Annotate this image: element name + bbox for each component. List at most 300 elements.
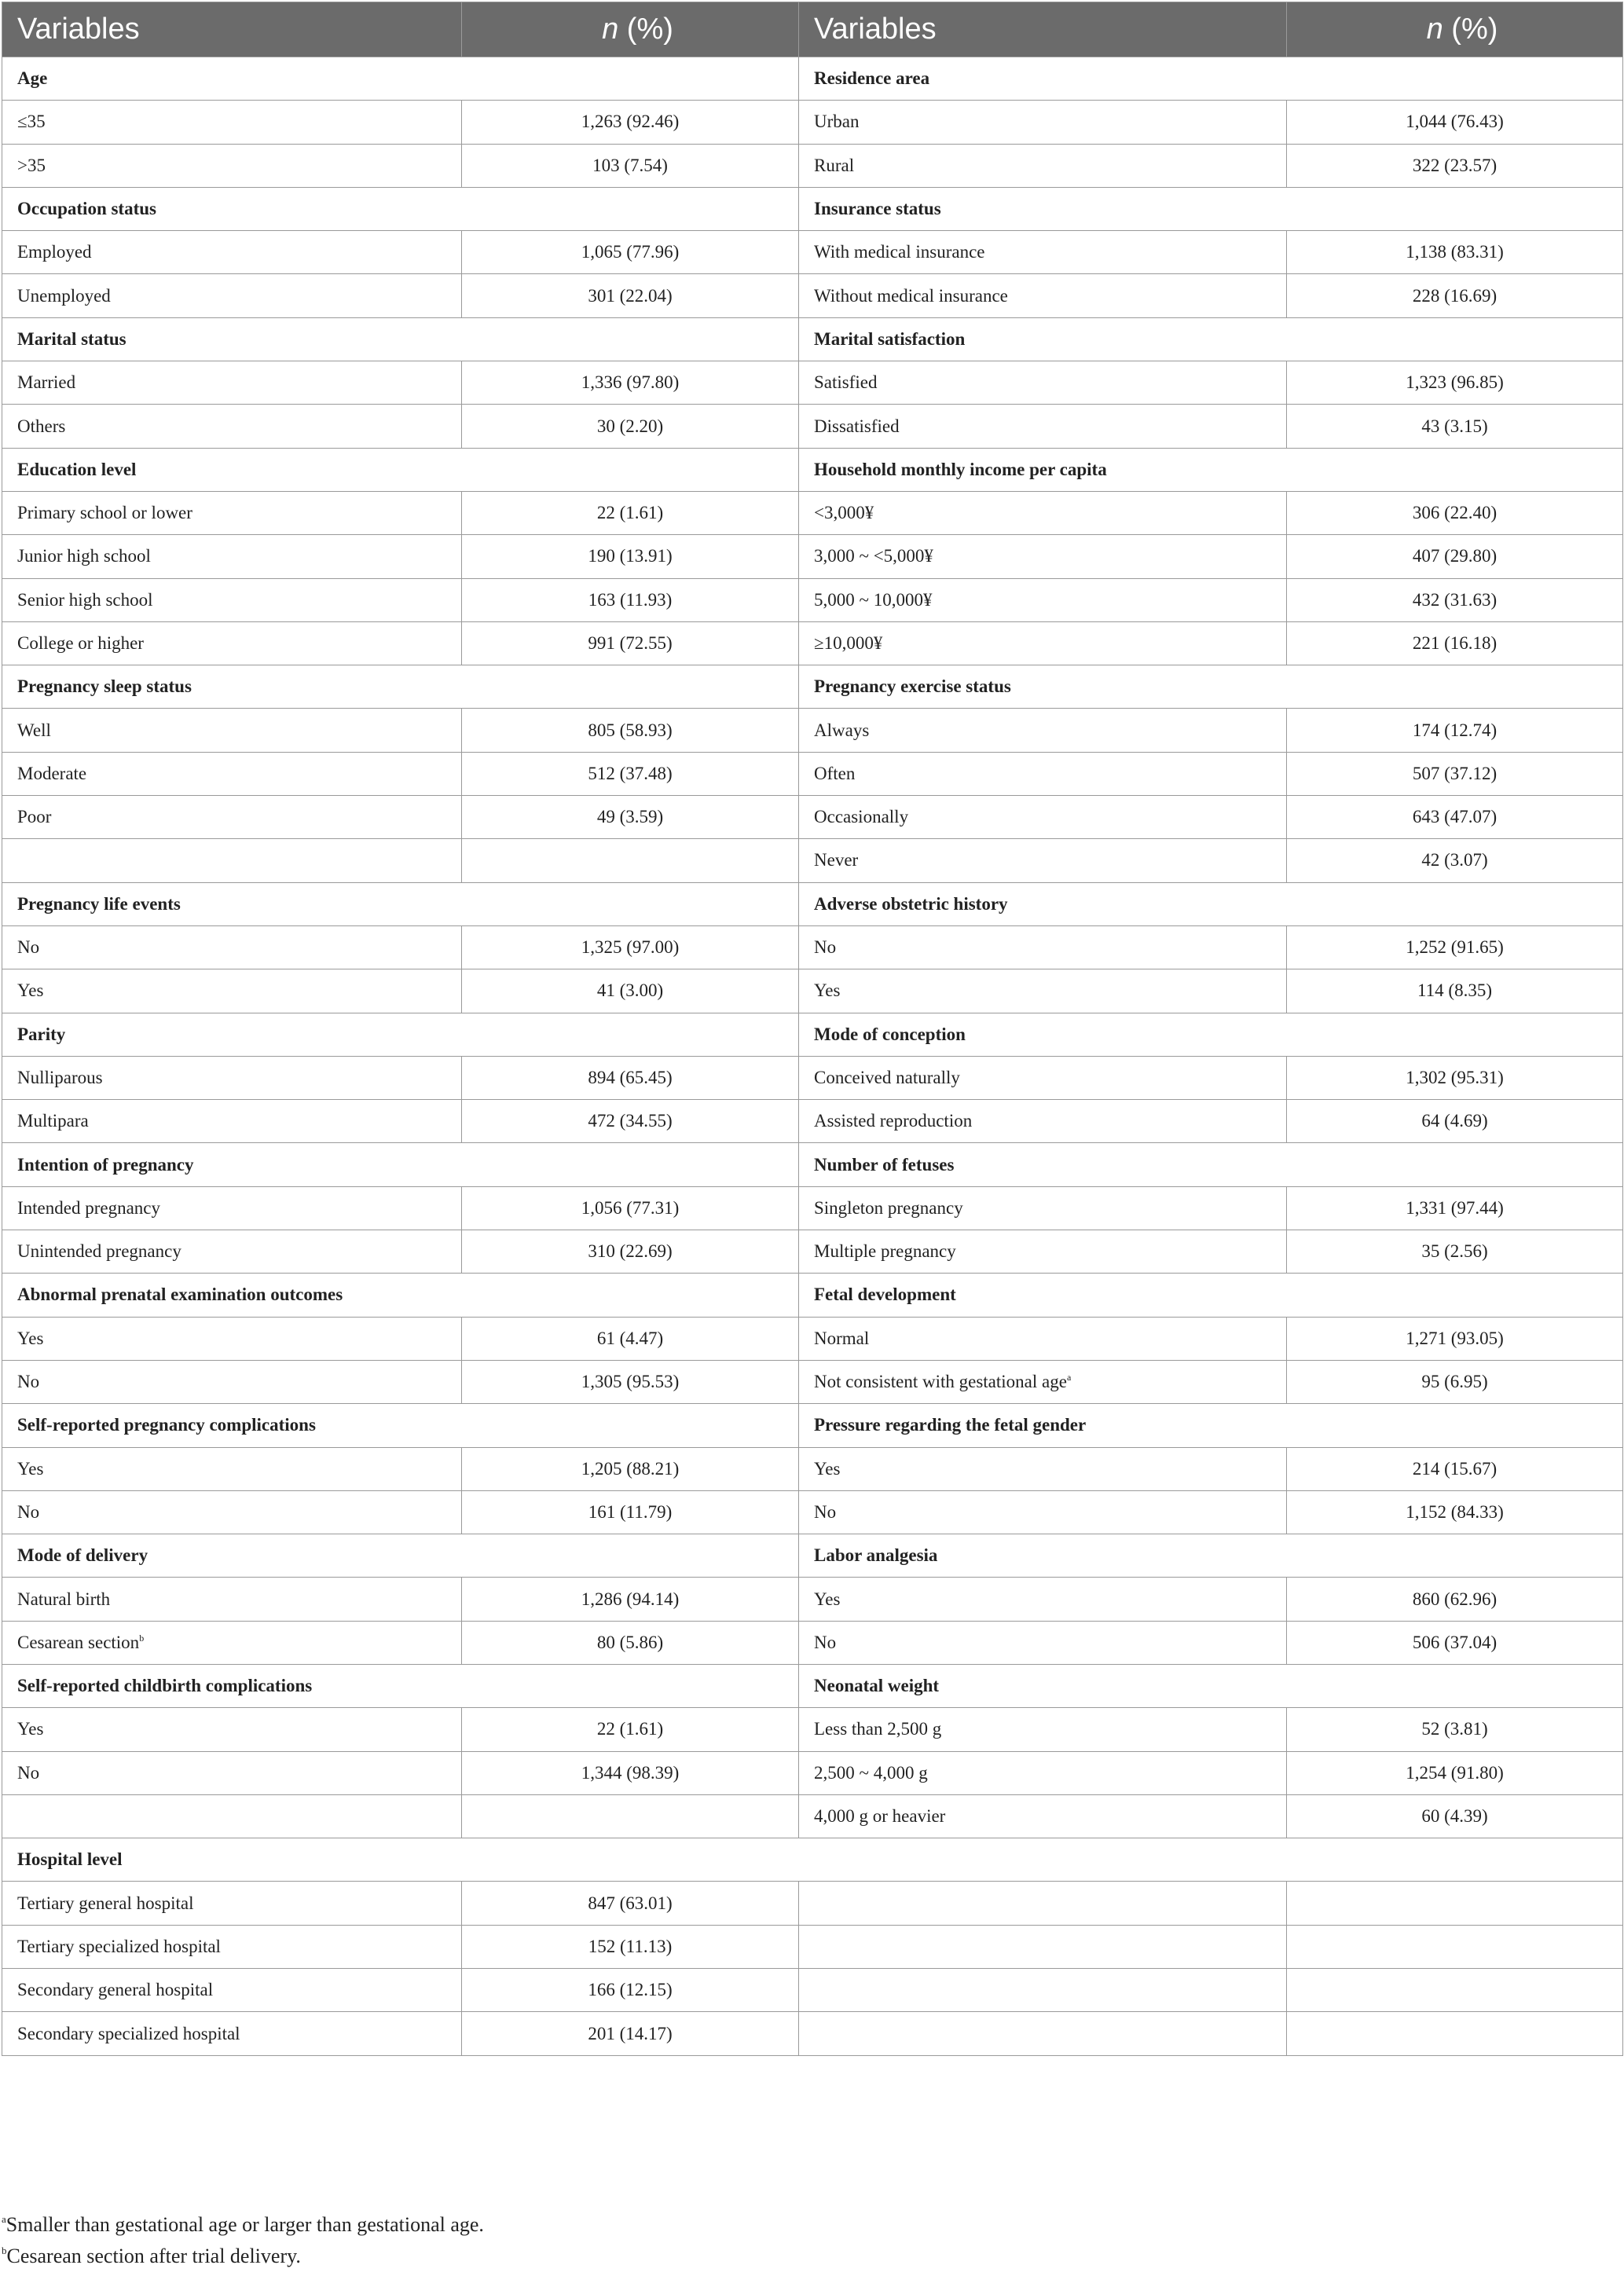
row-value-left-text: 152 (11.13) (588, 1936, 673, 1956)
row-label-right-text: 2,500 ~ 4,000 g (814, 1762, 928, 1783)
row-label-right (799, 1621, 1287, 1664)
row-label-right-text: ≥10,000¥ (814, 633, 883, 653)
row-value-right (1287, 1230, 1623, 1274)
row-label-left-text: ≤35 (17, 112, 46, 132)
row-label-left (2, 1794, 462, 1838)
row-label-left-text: Yes (17, 1719, 44, 1739)
section-heading-right-text: Mode of conception (814, 1024, 966, 1044)
section-heading-left-text: Age (17, 68, 48, 89)
section-heading-left-text: Abnormal prenatal examination outcomes (17, 1285, 343, 1305)
row-label-left-text: Nulliparous (17, 1067, 103, 1087)
row-label-right-text: 3,000 ~ <5,000¥ (814, 546, 933, 566)
section-heading-left-text: Mode of delivery (17, 1545, 148, 1566)
table-row (2, 1751, 1623, 1794)
section-heading-left (2, 1143, 799, 1186)
row-label-left (2, 1621, 462, 1664)
table-row (2, 535, 1623, 578)
row-label-left (2, 231, 462, 274)
table-row (2, 1578, 1623, 1621)
table-row (2, 144, 1623, 187)
row-label-right-text: No (814, 937, 837, 958)
row-value-right (1287, 925, 1623, 969)
row-label-left (2, 1186, 462, 1230)
characteristics-table (2, 2, 1623, 2056)
row-label-left-text: Multipara (17, 1111, 89, 1131)
row-label-left (2, 621, 462, 665)
row-value-right-text: 432 (31.63) (1412, 589, 1498, 610)
row-value-right-text: 42 (3.07) (1421, 850, 1488, 870)
row-label-left-text: No (17, 1501, 40, 1522)
row-label-right (799, 1056, 1287, 1099)
row-label-left (2, 101, 462, 144)
row-label-left (2, 1925, 462, 1968)
table-row (2, 2012, 1623, 2055)
section-heading-left (2, 187, 799, 230)
section-row (2, 1534, 1623, 1578)
section-heading-right (799, 187, 1623, 230)
row-label-left (2, 1708, 462, 1751)
row-value-left-text: 1,056 (77.31) (581, 1197, 680, 1218)
row-value-right (1287, 2012, 1623, 2055)
row-value-left (462, 1056, 799, 1099)
row-label-left-text: Tertiary specialized hospital (17, 1936, 221, 1956)
section-heading-right-text: Number of fetuses (814, 1154, 955, 1175)
row-value-left (462, 969, 799, 1013)
row-label-right-text: Not consistent with gestational age (814, 1372, 1067, 1392)
row-label-right-text: Rural (814, 155, 855, 175)
row-label-right (799, 709, 1287, 752)
row-label-left (2, 1751, 462, 1794)
row-value-left (462, 1360, 799, 1403)
row-value-left (462, 231, 799, 274)
table-row (2, 1447, 1623, 1490)
row-label-left-footnote-mark: b (139, 1632, 145, 1644)
table-row (2, 1969, 1623, 2012)
row-value-right (1287, 1969, 1623, 2012)
section-row (2, 1274, 1623, 1317)
section-heading-left (2, 665, 799, 709)
row-value-left (462, 1230, 799, 1274)
row-label-right-text: Occasionally (814, 807, 909, 827)
row-label-right (799, 578, 1287, 621)
row-value-right (1287, 1621, 1623, 1664)
row-value-right (1287, 405, 1623, 448)
row-value-right (1287, 1100, 1623, 1143)
row-value-right (1287, 101, 1623, 144)
row-value-right-text: 1,044 (76.43) (1406, 112, 1504, 132)
row-label-left-text: Tertiary general hospital (17, 1893, 194, 1913)
row-label-right (799, 621, 1287, 665)
row-label-right (799, 405, 1287, 448)
row-label-right-text: No (814, 1501, 837, 1522)
row-value-left (462, 361, 799, 405)
row-value-right (1287, 491, 1623, 534)
table-row (2, 796, 1623, 839)
row-value-left (462, 1969, 799, 2012)
row-value-left (462, 2012, 799, 2055)
row-value-left-text: 1,305 (95.53) (581, 1372, 680, 1392)
row-value-right-text: 322 (23.57) (1412, 155, 1498, 175)
row-label-left-text: Primary school or lower (17, 503, 192, 523)
section-heading-left-text: Pregnancy life events (17, 893, 181, 914)
row-label-right (799, 1230, 1287, 1274)
row-label-left (2, 361, 462, 405)
row-label-left (2, 2012, 462, 2055)
table-row (2, 969, 1623, 1013)
row-label-right (799, 491, 1287, 534)
row-label-right-text: Satisfied (814, 372, 878, 393)
row-value-left (462, 925, 799, 969)
row-label-left-text: Cesarean section (17, 1632, 140, 1652)
row-label-right (799, 1751, 1287, 1794)
section-heading-left (2, 1404, 799, 1447)
row-label-right-text: Normal (814, 1328, 870, 1348)
row-label-right (799, 1969, 1287, 2012)
row-label-right-text: Never (814, 850, 859, 870)
row-label-right-text: Less than 2,500 g (814, 1719, 942, 1739)
section-heading-left-text: Occupation status (17, 199, 156, 219)
row-label-left (2, 491, 462, 534)
row-value-left-text: 22 (1.61) (596, 1719, 664, 1739)
row-value-left-text: 472 (34.55) (588, 1111, 673, 1131)
row-value-right-text: 1,302 (95.31) (1406, 1067, 1504, 1087)
section-row (2, 57, 1623, 101)
row-label-left-text: Yes (17, 1328, 44, 1348)
section-heading-left-text: Intention of pregnancy (17, 1154, 194, 1175)
row-label-left-text: Others (17, 416, 66, 436)
row-label-right (799, 752, 1287, 795)
row-value-left-text: 301 (22.04) (588, 285, 673, 306)
row-value-right (1287, 1708, 1623, 1751)
section-row (2, 665, 1623, 709)
row-value-right-text: 60 (4.39) (1421, 1806, 1488, 1827)
row-value-left (462, 1621, 799, 1664)
section-heading-right (799, 317, 1623, 361)
row-value-right (1287, 144, 1623, 187)
row-value-right-text: 506 (37.04) (1412, 1632, 1498, 1652)
row-value-left (462, 491, 799, 534)
row-value-right (1287, 752, 1623, 795)
row-value-right-text: 1,138 (83.31) (1406, 242, 1504, 262)
section-row (2, 1404, 1623, 1447)
section-row (2, 1143, 1623, 1186)
row-label-left-text: Secondary specialized hospital (17, 2023, 240, 2043)
row-value-right-text: 214 (15.67) (1412, 1458, 1498, 1479)
row-label-right (799, 839, 1287, 882)
row-label-left (2, 1882, 462, 1925)
row-label-left-text: Junior high school (17, 546, 151, 566)
row-label-left (2, 1317, 462, 1360)
row-label-right (799, 1186, 1287, 1230)
table-row (2, 231, 1623, 274)
row-value-right-text: 43 (3.15) (1421, 416, 1488, 436)
row-label-left-text: Well (17, 720, 51, 740)
row-label-right-text: <3,000¥ (814, 503, 874, 523)
header-n-percent-left (462, 2, 799, 57)
row-value-right (1287, 1751, 1623, 1794)
row-value-right-text: 1,252 (91.65) (1406, 937, 1504, 958)
row-value-right-text: 35 (2.56) (1421, 1241, 1488, 1262)
row-value-right-text: 860 (62.96) (1412, 1589, 1498, 1609)
row-value-left (462, 1186, 799, 1230)
row-value-right-text: 114 (8.35) (1417, 980, 1492, 1001)
section-row (2, 1013, 1623, 1056)
section-heading-right (799, 448, 1623, 491)
row-label-left-text: Secondary general hospital (17, 1980, 214, 2000)
row-value-right (1287, 709, 1623, 752)
table-row (2, 1621, 1623, 1664)
footnote-b (2, 2241, 484, 2272)
row-label-left-text: Yes (17, 1458, 44, 1479)
row-label-left-text: Moderate (17, 763, 87, 783)
row-value-right-text: 95 (6.95) (1421, 1372, 1488, 1392)
row-value-right (1287, 1578, 1623, 1621)
row-value-right-text: 1,152 (84.33) (1406, 1501, 1504, 1522)
section-heading-right (799, 1274, 1623, 1317)
row-value-left (462, 1751, 799, 1794)
section-heading-left-text: Education level (17, 459, 137, 479)
table-row (2, 839, 1623, 882)
section-row (2, 1664, 1623, 1707)
row-label-right-text: Always (814, 720, 870, 740)
header-pct-left: (%) (618, 13, 673, 46)
row-label-left-text: Senior high school (17, 589, 153, 610)
row-value-right-text: 221 (16.18) (1412, 633, 1498, 653)
table-row (2, 621, 1623, 665)
row-value-left-text: 894 (65.45) (588, 1067, 673, 1087)
section-heading-left (2, 882, 799, 925)
section-heading-left-text: Marital status (17, 328, 126, 349)
section-heading-right-text: Neonatal weight (814, 1676, 940, 1696)
row-label-left-text: Intended pregnancy (17, 1197, 161, 1218)
row-value-left-text: 847 (63.01) (588, 1893, 673, 1913)
row-label-right (799, 925, 1287, 969)
row-value-left (462, 1447, 799, 1490)
row-label-right (799, 231, 1287, 274)
row-label-left (2, 405, 462, 448)
row-value-right (1287, 578, 1623, 621)
row-value-left-text: 166 (12.15) (588, 1980, 673, 2000)
row-value-left-text: 30 (2.20) (596, 416, 664, 436)
row-label-left (2, 535, 462, 578)
row-label-left (2, 1969, 462, 2012)
section-row (2, 882, 1623, 925)
section-row (2, 448, 1623, 491)
row-value-right (1287, 969, 1623, 1013)
table-row (2, 274, 1623, 317)
row-value-left (462, 578, 799, 621)
row-label-right-text: Urban (814, 112, 860, 132)
row-label-right (799, 2012, 1287, 2055)
row-value-right (1287, 535, 1623, 578)
row-value-right (1287, 1447, 1623, 1490)
row-value-left-text: 805 (58.93) (588, 720, 673, 740)
table-row (2, 491, 1623, 534)
row-value-right (1287, 621, 1623, 665)
section-heading-full (2, 1838, 1623, 1882)
row-label-right (799, 1490, 1287, 1534)
table-row (2, 1317, 1623, 1360)
row-value-right (1287, 1186, 1623, 1230)
row-label-left (2, 1578, 462, 1621)
row-label-right-text: Dissatisfied (814, 416, 900, 436)
row-value-left-text: 1,344 (98.39) (581, 1762, 680, 1783)
row-label-right (799, 1317, 1287, 1360)
row-value-left (462, 1317, 799, 1360)
row-label-right-text: No (814, 1632, 837, 1652)
section-heading-right (799, 57, 1623, 101)
section-heading-left (2, 57, 799, 101)
row-value-right-text: 64 (4.69) (1421, 1111, 1488, 1131)
row-value-left-text: 190 (13.91) (588, 546, 673, 566)
row-label-right (799, 969, 1287, 1013)
table-row (2, 101, 1623, 144)
row-value-left (462, 101, 799, 144)
row-label-left-text: Yes (17, 980, 44, 1001)
table-row (2, 752, 1623, 795)
section-heading-left (2, 448, 799, 491)
header-n-percent-right (1287, 2, 1623, 57)
section-row (2, 187, 1623, 230)
section-heading-right-text: Residence area (814, 68, 930, 89)
row-label-left (2, 752, 462, 795)
row-label-left-text: Married (17, 372, 76, 393)
row-label-right (799, 535, 1287, 578)
row-label-left (2, 578, 462, 621)
section-heading-left-text: Self-reported pregnancy complications (17, 1415, 316, 1435)
row-value-left (462, 535, 799, 578)
section-heading-left (2, 1274, 799, 1317)
table-row (2, 709, 1623, 752)
row-value-left-text: 161 (11.79) (588, 1501, 673, 1522)
row-label-left-text: No (17, 1762, 40, 1783)
row-label-left-text: Unemployed (17, 285, 111, 306)
row-value-right-text: 52 (3.81) (1421, 1719, 1488, 1739)
table-header (2, 2, 1623, 57)
row-value-left (462, 1578, 799, 1621)
row-value-right (1287, 1794, 1623, 1838)
row-value-right-text: 1,331 (97.44) (1406, 1197, 1504, 1218)
row-value-left-text: 22 (1.61) (596, 503, 664, 523)
section-row (2, 317, 1623, 361)
row-value-left-text: 80 (5.86) (596, 1632, 664, 1652)
section-heading-right (799, 882, 1623, 925)
row-value-left-text: 1,263 (92.46) (581, 112, 680, 132)
row-label-right-text: Yes (814, 1589, 841, 1609)
row-value-right (1287, 839, 1623, 882)
table-row (2, 1360, 1623, 1403)
row-value-left (462, 1490, 799, 1534)
row-value-left (462, 144, 799, 187)
row-value-right (1287, 1360, 1623, 1403)
row-label-left (2, 839, 462, 882)
table-row (2, 1708, 1623, 1751)
row-value-left (462, 405, 799, 448)
section-heading-right-text: Labor analgesia (814, 1545, 938, 1566)
section-heading-left-text: Parity (17, 1024, 66, 1044)
section-heading-left (2, 1534, 799, 1578)
row-label-left-text: Employed (17, 242, 92, 262)
table-row (2, 1882, 1623, 1925)
row-label-right-text: 4,000 g or heavier (814, 1806, 946, 1827)
header-pct-right: (%) (1443, 13, 1498, 46)
header-variables-right: Variables (799, 2, 1287, 57)
row-value-left-text: 163 (11.93) (588, 589, 673, 610)
row-label-right (799, 1360, 1287, 1403)
row-value-right-text: 407 (29.80) (1412, 546, 1498, 566)
row-label-right (799, 361, 1287, 405)
row-label-right (799, 101, 1287, 144)
section-heading-left-text: Pregnancy sleep status (17, 676, 192, 697)
section-heading-left-text: Self-reported childbirth complications (17, 1676, 313, 1696)
row-label-right (799, 1100, 1287, 1143)
section-heading-right (799, 1404, 1623, 1447)
row-label-left (2, 969, 462, 1013)
row-value-left (462, 1794, 799, 1838)
row-value-left (462, 839, 799, 882)
row-label-right (799, 274, 1287, 317)
table-body (2, 57, 1623, 2056)
row-value-right-text: 306 (22.40) (1412, 503, 1498, 523)
row-value-left (462, 796, 799, 839)
row-label-right (799, 1882, 1287, 1925)
row-value-right-text: 1,271 (93.05) (1406, 1328, 1504, 1348)
row-label-right (799, 1925, 1287, 1968)
section-heading-right (799, 1143, 1623, 1186)
section-heading-left (2, 1664, 799, 1707)
row-value-left-text: 49 (3.59) (596, 807, 664, 827)
footnote-a (2, 2209, 484, 2241)
row-label-right-text: Yes (814, 980, 841, 1001)
table-row (2, 578, 1623, 621)
row-value-right-text: 1,323 (96.85) (1406, 372, 1504, 393)
row-value-left-text: 61 (4.47) (596, 1328, 664, 1348)
row-label-left-text: Unintended pregnancy (17, 1241, 181, 1262)
row-label-left-text: >35 (17, 155, 46, 175)
table-row (2, 1925, 1623, 1968)
row-value-right (1287, 274, 1623, 317)
footnote-b-mark: b (2, 2245, 7, 2256)
row-label-left (2, 1360, 462, 1403)
row-label-left-text: Natural birth (17, 1589, 111, 1609)
section-heading-right-text: Pressure regarding the fetal gender (814, 1415, 1087, 1435)
row-label-right-text: Yes (814, 1458, 841, 1479)
row-label-right (799, 144, 1287, 187)
row-value-right (1287, 1882, 1623, 1925)
row-value-left (462, 1882, 799, 1925)
table-row (2, 925, 1623, 969)
row-value-right-text: 174 (12.74) (1412, 720, 1498, 740)
table-row (2, 1186, 1623, 1230)
section-heading-full-text: Hospital level (17, 1849, 123, 1870)
table-row (2, 1490, 1623, 1534)
row-label-right-text: Assisted reproduction (814, 1111, 973, 1131)
row-label-right-text: Singleton pregnancy (814, 1197, 963, 1218)
table-row (2, 361, 1623, 405)
row-label-right-text: Often (814, 763, 856, 783)
row-label-right (799, 796, 1287, 839)
row-value-right (1287, 1925, 1623, 1968)
row-value-right (1287, 361, 1623, 405)
row-label-left (2, 796, 462, 839)
section-heading-right-text: Adverse obstetric history (814, 893, 1008, 914)
table-row (2, 1230, 1623, 1274)
row-value-right-text: 643 (47.07) (1412, 807, 1498, 827)
row-value-left-text: 1,336 (97.80) (581, 372, 680, 393)
row-label-left-text: No (17, 1372, 40, 1392)
section-heading-right (799, 1013, 1623, 1056)
row-value-left (462, 1100, 799, 1143)
